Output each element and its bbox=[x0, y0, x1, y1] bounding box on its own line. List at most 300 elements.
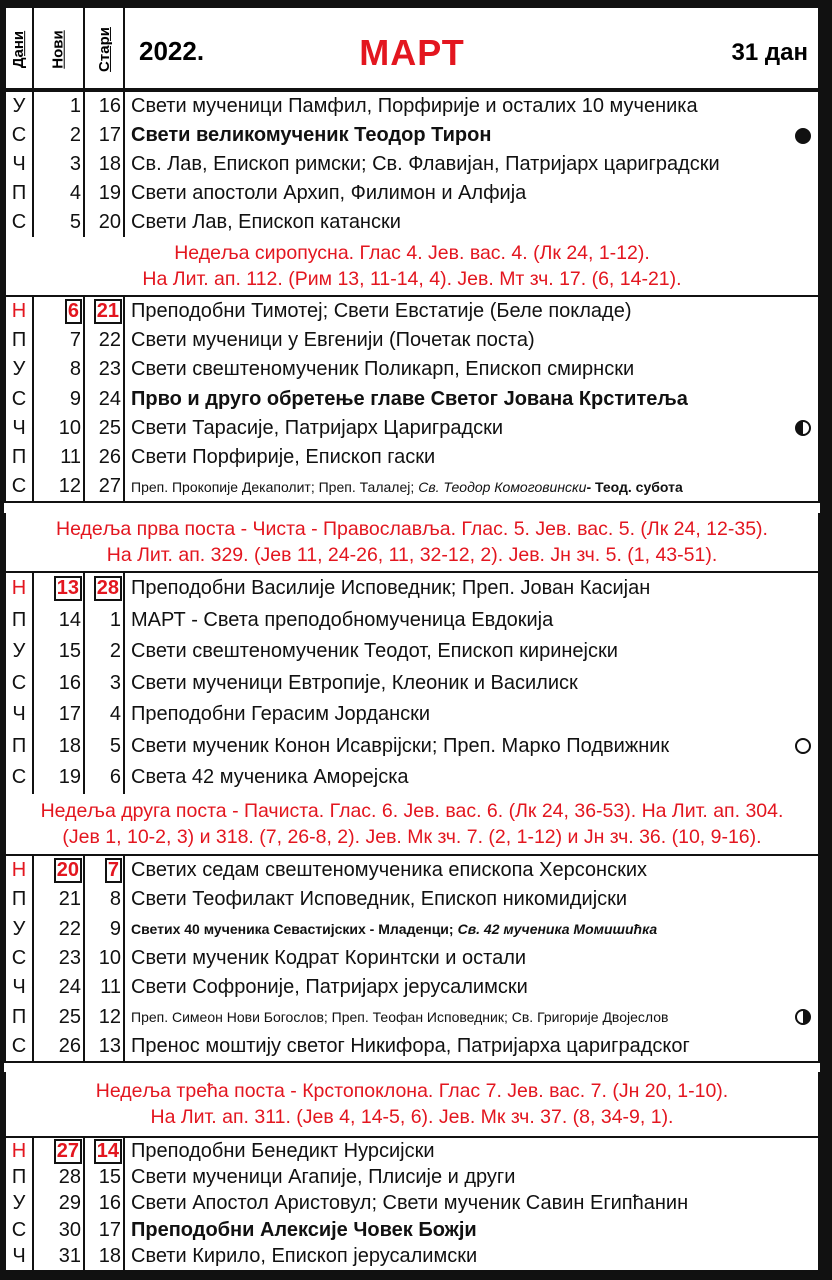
moon-halfL-icon bbox=[795, 420, 811, 436]
feast-name-text: Преподобни Алексије Човек Божји bbox=[131, 1218, 477, 1241]
new-style-date-text: 19 bbox=[58, 766, 81, 789]
old-style-date bbox=[85, 944, 123, 973]
day-row bbox=[6, 92, 818, 121]
day-row bbox=[6, 1003, 818, 1032]
new-style-date-text: 9 bbox=[69, 387, 81, 410]
weekday-letter-text: С bbox=[11, 387, 27, 410]
day-row bbox=[6, 297, 818, 326]
day-row bbox=[6, 915, 818, 944]
weekday-letter-text: С bbox=[11, 211, 27, 233]
old-style-date-text: 8 bbox=[109, 888, 121, 911]
feast-name-text: Пренос моштију светог Никифора, Патријарха цариградског bbox=[131, 1034, 690, 1057]
feast-name-text: Свети Апостол Аристовул; Свети мученик Савин Египћанин bbox=[131, 1192, 689, 1215]
new-style-date bbox=[34, 944, 83, 973]
old-style-date bbox=[85, 297, 123, 326]
old-style-date bbox=[85, 699, 123, 731]
weekday-letter bbox=[6, 1191, 32, 1217]
new-style-date-text: 21 bbox=[58, 888, 81, 911]
old-style-date-text: 18 bbox=[98, 1245, 121, 1268]
old-style-date bbox=[85, 472, 123, 501]
new-style-date-text: 8 bbox=[69, 358, 81, 381]
new-style-date-text: 20 bbox=[56, 859, 79, 882]
feast-name bbox=[131, 668, 791, 700]
old-style-date bbox=[85, 573, 123, 605]
day-row bbox=[6, 1032, 818, 1061]
new-style-date-text: 2 bbox=[69, 124, 81, 146]
new-style-date bbox=[34, 731, 83, 763]
feast-name-text: Свети Порфирије, Епископ гаски bbox=[131, 446, 436, 469]
weekday-letter bbox=[6, 1164, 32, 1190]
weekday-letter-text: П bbox=[11, 182, 27, 204]
weekday-letter-text: П bbox=[11, 329, 27, 352]
weekday-letter-text: С bbox=[11, 766, 27, 789]
old-style-date bbox=[85, 443, 123, 472]
feast-name bbox=[131, 472, 791, 501]
old-style-date-text: 28 bbox=[96, 577, 119, 600]
feast-name bbox=[131, 92, 791, 121]
new-style-date-text: 6 bbox=[67, 300, 79, 323]
weekday-letter-text: П bbox=[11, 1166, 27, 1189]
old-style-date-text: 22 bbox=[98, 329, 121, 352]
new-style-date bbox=[34, 915, 83, 944]
feast-name bbox=[131, 385, 791, 414]
feast-name-text: Светих седам свештеномученика епископа Херсонских bbox=[131, 859, 648, 882]
weekday-letter bbox=[6, 121, 32, 150]
old-style-date-text: 17 bbox=[98, 1218, 121, 1241]
new-style-date-text: 7 bbox=[69, 329, 81, 352]
feast-name bbox=[131, 856, 791, 885]
day-row bbox=[6, 1138, 818, 1164]
new-style-date bbox=[34, 605, 83, 637]
new-style-date bbox=[34, 326, 83, 355]
new-style-date-text: 11 bbox=[60, 446, 81, 469]
new-style-date-text: 29 bbox=[58, 1192, 81, 1215]
weekday-letter bbox=[6, 1003, 32, 1032]
old-style-date bbox=[85, 385, 123, 414]
feast-name bbox=[131, 1244, 791, 1270]
old-style-date-text: 2 bbox=[109, 640, 121, 663]
old-style-date bbox=[85, 973, 123, 1002]
feast-name bbox=[131, 150, 791, 179]
new-style-date bbox=[34, 1191, 83, 1217]
day-row bbox=[6, 443, 818, 472]
old-style-date-text: 14 bbox=[96, 1139, 119, 1162]
weekday-letter bbox=[6, 573, 32, 605]
weekday-letter bbox=[6, 355, 32, 384]
new-style-date bbox=[34, 1003, 83, 1032]
new-style-date-text: 18 bbox=[58, 734, 81, 757]
weekday-letter-text: П bbox=[11, 446, 27, 469]
old-style-date-text: 26 bbox=[98, 446, 121, 469]
new-style-date bbox=[34, 856, 83, 885]
weekday-letter bbox=[6, 385, 32, 414]
weekday-letter-text: Н bbox=[11, 859, 27, 882]
weekday-letter bbox=[6, 915, 32, 944]
new-style-date-text: 22 bbox=[58, 917, 81, 940]
feast-name bbox=[131, 414, 791, 443]
day-row bbox=[6, 1244, 818, 1270]
feast-name-text: Св. Лав, Епископ римски; Св. Флавијан, Патријарх цариградски bbox=[131, 153, 720, 175]
weekday-letter bbox=[6, 699, 32, 731]
old-style-date bbox=[85, 885, 123, 914]
new-style-date bbox=[34, 121, 83, 150]
days-count: 31 дан bbox=[731, 39, 808, 66]
column-header-new: Нови bbox=[49, 29, 67, 69]
day-row bbox=[6, 762, 818, 794]
feast-name bbox=[131, 297, 791, 326]
weekday-letter-text: У bbox=[12, 640, 26, 663]
new-style-date bbox=[34, 179, 83, 208]
day-row bbox=[6, 731, 818, 763]
day-row bbox=[6, 973, 818, 1002]
weekday-letter-text: П bbox=[11, 608, 27, 631]
week-block bbox=[4, 1136, 820, 1272]
feast-name-text: Свети мученици Агапије, Плисије и други bbox=[131, 1166, 516, 1189]
old-style-date-text: 9 bbox=[109, 917, 121, 940]
old-style-date bbox=[85, 1032, 123, 1061]
weekday-letter-text: Ч bbox=[12, 703, 26, 726]
day-row bbox=[6, 1164, 818, 1190]
new-style-date bbox=[34, 472, 83, 501]
new-style-date-text: 30 bbox=[58, 1218, 81, 1241]
new-style-date-text: 28 bbox=[58, 1166, 81, 1189]
feast-name bbox=[131, 121, 791, 150]
sunday-readings bbox=[4, 1072, 820, 1136]
old-style-date-text: 10 bbox=[98, 947, 121, 970]
old-style-date-text: 23 bbox=[98, 358, 121, 381]
feast-name bbox=[131, 636, 791, 668]
weekday-letter bbox=[6, 414, 32, 443]
weekday-letter bbox=[6, 731, 32, 763]
new-style-date-text: 15 bbox=[58, 640, 81, 663]
feast-name bbox=[131, 944, 791, 973]
new-style-date bbox=[34, 385, 83, 414]
new-style-date-text: 10 bbox=[58, 416, 81, 439]
new-style-date bbox=[34, 355, 83, 384]
feast-name-text: Свети Теофилакт Исповедник, Епископ никомидијски bbox=[131, 888, 628, 911]
moon-phase-icon bbox=[790, 414, 816, 443]
old-style-date-text: 25 bbox=[98, 416, 121, 439]
week-block bbox=[4, 571, 820, 796]
new-style-date-text: 27 bbox=[56, 1139, 79, 1162]
new-style-date bbox=[34, 885, 83, 914]
month-title: МАРТ bbox=[359, 32, 465, 73]
old-style-date-text: 15 bbox=[98, 1166, 121, 1189]
old-style-date-text: 11 bbox=[100, 976, 121, 999]
old-style-date-text: 17 bbox=[98, 124, 121, 146]
old-style-date bbox=[85, 1003, 123, 1032]
feast-name-text: Свети свештеномученик Теодот, Епископ киринејски bbox=[131, 640, 618, 663]
old-style-date bbox=[85, 605, 123, 637]
feast-name-text: Преп. Симеон Нови Богослов; Преп. Теофан Исповедник; Св. Григорије Двојеслов bbox=[131, 1009, 669, 1026]
weekday-letter bbox=[6, 636, 32, 668]
weekday-letter-text: У bbox=[12, 917, 26, 940]
day-row bbox=[6, 208, 818, 237]
weekday-letter-text: С bbox=[11, 475, 27, 498]
moon-half-icon bbox=[795, 1009, 811, 1025]
old-style-date bbox=[85, 1191, 123, 1217]
new-style-date bbox=[34, 443, 83, 472]
weekday-letter-text: Ч bbox=[12, 416, 26, 439]
sunday-readings-line: На Лит. ап. 112. (Рим 13, 11-14, 4). Јев. Мт зч. 17. (6, 14-21). bbox=[142, 268, 682, 290]
feast-name bbox=[131, 699, 791, 731]
new-style-date bbox=[34, 92, 83, 121]
sunday-readings-line: (Јев 1, 10-2, 3) и 318. (7, 26-8, 2). Јев. Мк зч. 7. (2, 1-12) и Јн зч. 36. (10, 9-16). bbox=[62, 826, 762, 848]
new-style-date-text: 13 bbox=[56, 577, 79, 600]
new-style-date bbox=[34, 1164, 83, 1190]
weekday-letter-text: У bbox=[12, 95, 26, 117]
new-style-date bbox=[34, 573, 83, 605]
new-style-date bbox=[34, 762, 83, 794]
feast-name bbox=[131, 1003, 791, 1032]
weekday-letter-text: П bbox=[11, 1005, 27, 1028]
weekday-letter-text: С bbox=[11, 947, 27, 970]
old-style-date bbox=[85, 150, 123, 179]
old-style-date-text: 18 bbox=[98, 153, 121, 175]
sunday-readings-line: Недеља сиропусна. Глас 4. Јев. вас. 4. (Лк 24, 1-12). bbox=[174, 242, 650, 264]
weekday-letter bbox=[6, 605, 32, 637]
feast-name-text: Преп. Прокопије Декаполит; Преп. Талалеј; bbox=[131, 478, 415, 495]
sunday-readings-line: На Лит. ап. 329. (Јев 11, 24-26, 11, 32-12, 2). Јев. Јн зч. 5. (1, 43-51). bbox=[106, 544, 718, 566]
old-style-date bbox=[85, 121, 123, 150]
feast-name bbox=[131, 355, 791, 384]
feast-name-text: Свети свештеномученик Поликарп, Епископ смирнски bbox=[131, 358, 635, 381]
moon-phase-icon bbox=[790, 1003, 816, 1032]
old-style-date-text: 24 bbox=[98, 387, 121, 410]
feast-name bbox=[131, 208, 791, 237]
day-row bbox=[6, 668, 818, 700]
feast-name-text: Свети мученици у Евгенији (Почетак поста) bbox=[131, 329, 535, 352]
feast-name-text: Свети Софроније, Патријарх јерусалимски bbox=[131, 976, 528, 999]
feast-name bbox=[131, 1138, 791, 1164]
feast-name-text: МАРТ - Света преподобномученица Евдокија bbox=[131, 608, 554, 631]
new-style-date bbox=[34, 1032, 83, 1061]
old-style-date-text: 3 bbox=[109, 671, 121, 694]
old-style-date-text: 4 bbox=[109, 703, 121, 726]
day-row bbox=[6, 385, 818, 414]
weekday-letter bbox=[6, 326, 32, 355]
new-style-date bbox=[34, 208, 83, 237]
column-header-old: Стари bbox=[95, 26, 113, 72]
weekday-letter bbox=[6, 944, 32, 973]
feast-name-text: Светих 40 мученика Севастијских - Младенци; bbox=[131, 921, 454, 938]
new-style-date-text: 14 bbox=[58, 608, 81, 631]
feast-name-text: Свети мученици Памфил, Порфирије и осталих 10 мученика bbox=[131, 95, 698, 117]
feast-name bbox=[131, 1164, 791, 1190]
old-style-date-text: 20 bbox=[98, 211, 121, 233]
feast-name bbox=[131, 973, 791, 1002]
weekday-letter bbox=[6, 297, 32, 326]
weekday-letter-text: С bbox=[11, 1218, 27, 1241]
old-style-date bbox=[85, 915, 123, 944]
day-row bbox=[6, 472, 818, 501]
feast-name-text: Свети мученик Кодрат Коринтски и остали bbox=[131, 947, 527, 970]
old-style-date bbox=[85, 1138, 123, 1164]
sunday-readings-line: Недеља трећа поста - Крстопоклона. Глас 7. Јев. вас. 7. (Јн 20, 1-10). bbox=[95, 1080, 729, 1102]
old-style-date bbox=[85, 636, 123, 668]
new-style-date bbox=[34, 636, 83, 668]
day-row bbox=[6, 605, 818, 637]
feast-name-text: Прво и друго обретење главе Светог Јована Крститеља bbox=[131, 387, 688, 410]
feast-name bbox=[131, 1032, 791, 1061]
feast-name bbox=[131, 605, 791, 637]
new-style-date-text: 24 bbox=[58, 976, 81, 999]
old-style-date-text: 16 bbox=[98, 95, 121, 117]
day-row bbox=[6, 1191, 818, 1217]
new-style-date bbox=[34, 973, 83, 1002]
new-style-date bbox=[34, 414, 83, 443]
feast-name bbox=[131, 731, 791, 763]
old-style-date-text: 16 bbox=[98, 1192, 121, 1215]
weekday-letter bbox=[6, 1138, 32, 1164]
new-style-date bbox=[34, 1217, 83, 1243]
weekday-letter bbox=[6, 472, 32, 501]
weekday-letter-text: У bbox=[12, 358, 26, 381]
sunday-readings-line: Недеља друга поста - Пачиста. Глас. 6. Јев. вас. 6. (Лк 24, 36-53). На Лит. ап. 304. bbox=[40, 800, 784, 822]
new-style-date-text: 12 bbox=[58, 475, 81, 498]
feast-name-text: Свети Лав, Епископ катански bbox=[131, 211, 401, 233]
new-style-date-text: 4 bbox=[69, 182, 81, 204]
weekday-letter-text: Ч bbox=[12, 976, 26, 999]
day-row bbox=[6, 699, 818, 731]
new-style-date bbox=[34, 1244, 83, 1270]
sunday-readings bbox=[4, 513, 820, 571]
feast-name bbox=[131, 443, 791, 472]
weekday-letter-text: Н bbox=[11, 300, 27, 323]
feast-name bbox=[131, 1191, 791, 1217]
new-style-date-text: 3 bbox=[69, 153, 81, 175]
weekday-letter bbox=[6, 443, 32, 472]
new-style-date-text: 26 bbox=[58, 1034, 81, 1057]
weekday-letter-text: Ч bbox=[12, 1245, 26, 1268]
old-style-date-text: 21 bbox=[96, 300, 119, 323]
day-row bbox=[6, 150, 818, 179]
weekday-letter bbox=[6, 1032, 32, 1061]
weekday-letter bbox=[6, 885, 32, 914]
weekday-letter-text: Ч bbox=[12, 153, 26, 175]
weekday-letter bbox=[6, 856, 32, 885]
feast-name bbox=[131, 915, 791, 944]
old-style-date bbox=[85, 731, 123, 763]
old-style-date-text: 19 bbox=[98, 182, 121, 204]
feast-name-text: Преподобни Василије Исповедник; Преп. Јован Касијан bbox=[131, 577, 651, 600]
feast-name-text: Свети мученици Евтропије, Клеоник и Василиск bbox=[131, 671, 578, 694]
new-style-date bbox=[34, 1138, 83, 1164]
old-style-date bbox=[85, 856, 123, 885]
weekday-letter bbox=[6, 668, 32, 700]
new-style-date-text: 25 bbox=[58, 1005, 81, 1028]
day-row bbox=[6, 326, 818, 355]
old-style-date bbox=[85, 1164, 123, 1190]
new-style-date-text: 1 bbox=[69, 95, 81, 117]
new-style-date-text: 17 bbox=[58, 703, 81, 726]
feast-name-text: Свети Тарасије, Патријарх Цариградски bbox=[131, 416, 504, 439]
weekday-letter-text: С bbox=[11, 1034, 27, 1057]
day-row bbox=[6, 885, 818, 914]
feast-name-text: Свети апостоли Архип, Филимон и Алфија bbox=[131, 182, 527, 204]
old-style-date-text: 6 bbox=[109, 766, 121, 789]
old-style-date-text: 7 bbox=[107, 859, 119, 882]
weekday-letter-text: У bbox=[12, 1192, 26, 1215]
feast-name bbox=[131, 885, 791, 914]
week-block bbox=[4, 854, 820, 1063]
feast-name-text: Свети великомученик Теодор Тирон bbox=[131, 124, 492, 146]
week-block bbox=[4, 295, 820, 503]
old-style-date bbox=[85, 179, 123, 208]
feast-name-text: Преподобни Бенедикт Нурсијски bbox=[131, 1139, 435, 1162]
old-style-date bbox=[85, 326, 123, 355]
feast-name-text: Свети мученик Конон Исаврijски; Преп. Марко Подвижник bbox=[131, 734, 670, 757]
old-style-date bbox=[85, 208, 123, 237]
year-label: 2022. bbox=[139, 36, 205, 66]
moon-phase-icon bbox=[790, 121, 816, 150]
old-style-date bbox=[85, 355, 123, 384]
new-style-date-text: 5 bbox=[69, 211, 81, 233]
feast-name bbox=[131, 762, 791, 794]
old-style-date-text: 5 bbox=[109, 734, 121, 757]
weekday-letter-text: Н bbox=[11, 577, 27, 600]
feast-name-text: Преподобни Тимотеј; Свети Евстатије (Беле покладе) bbox=[131, 300, 632, 323]
old-style-date bbox=[85, 414, 123, 443]
day-row bbox=[6, 944, 818, 973]
weekday-letter bbox=[6, 92, 32, 121]
weekday-letter bbox=[6, 179, 32, 208]
old-style-date-text: 13 bbox=[98, 1034, 121, 1057]
sunday-readings-line: Недеља прва поста - Чиста - Православља. Глас. 5. Јев. вас. 5. (Лк 24, 12-35). bbox=[56, 518, 768, 540]
old-style-date bbox=[85, 1244, 123, 1270]
old-style-date bbox=[85, 762, 123, 794]
week-block bbox=[4, 90, 820, 239]
new-style-date bbox=[34, 150, 83, 179]
feast-name bbox=[131, 326, 791, 355]
new-style-date bbox=[34, 699, 83, 731]
weekday-letter bbox=[6, 208, 32, 237]
new-style-date-text: 16 bbox=[58, 671, 81, 694]
old-style-date bbox=[85, 668, 123, 700]
day-row bbox=[6, 355, 818, 384]
old-style-date-text: 12 bbox=[98, 1005, 121, 1028]
old-style-date bbox=[85, 92, 123, 121]
column-header-days: Дани bbox=[10, 30, 28, 68]
feast-name bbox=[131, 1217, 791, 1243]
feast-name bbox=[131, 179, 791, 208]
old-style-date-text: 27 bbox=[98, 475, 121, 498]
weekday-letter bbox=[6, 973, 32, 1002]
moon-new-icon bbox=[795, 738, 811, 754]
sunday-readings bbox=[4, 794, 820, 854]
weekday-letter bbox=[6, 150, 32, 179]
day-row bbox=[6, 573, 818, 605]
weekday-letter bbox=[6, 1217, 32, 1243]
old-style-date bbox=[85, 1217, 123, 1243]
feast-name-text: Свети Кирило, Епископ јерусалимски bbox=[131, 1245, 478, 1268]
weekday-letter-text: С bbox=[11, 124, 27, 146]
weekday-letter-text: П bbox=[11, 888, 27, 911]
new-style-date-text: 31 bbox=[58, 1245, 81, 1268]
moon-phase-icon bbox=[790, 731, 816, 763]
new-style-date bbox=[34, 297, 83, 326]
sunday-readings-line: На Лит. ап. 311. (Јев 4, 14-5, 6). Јев. Мк зч. 37. (8, 34-9, 1). bbox=[150, 1106, 674, 1128]
feast-name-text: Света 42 мученика Аморејска bbox=[131, 766, 409, 789]
new-style-date-text: 23 bbox=[58, 947, 81, 970]
calendar-header bbox=[4, 6, 820, 90]
feast-name bbox=[131, 573, 791, 605]
feast-name-italic: Св. 42 мученика Момишићка bbox=[457, 921, 658, 938]
moon-full-icon bbox=[795, 128, 811, 144]
weekday-letter-text: С bbox=[11, 671, 27, 694]
day-row bbox=[6, 179, 818, 208]
sunday-readings bbox=[4, 237, 820, 295]
